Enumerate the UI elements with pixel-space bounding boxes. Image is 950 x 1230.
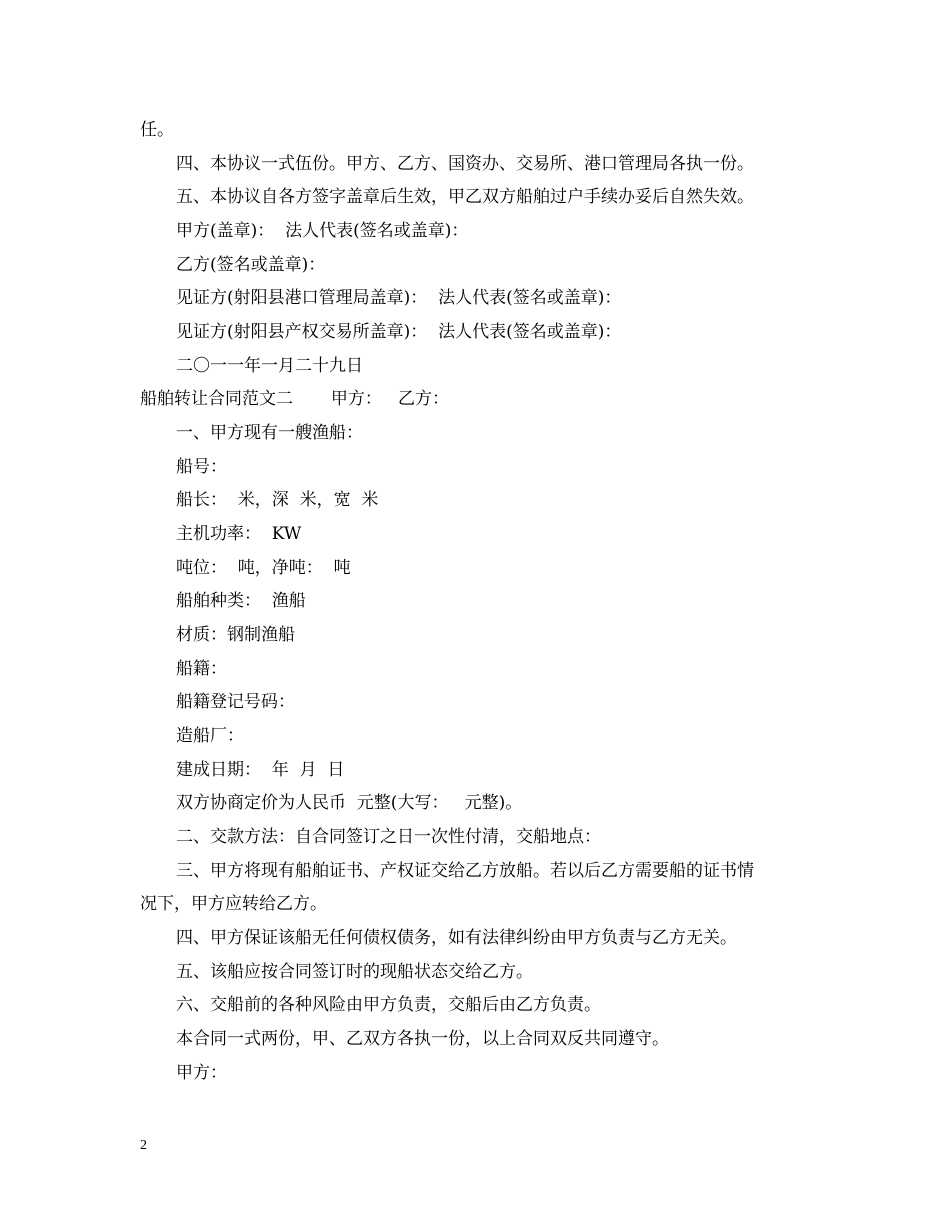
party-a-signature-line: 甲方(盖章)： 法人代表(签名或盖章)： — [176, 221, 469, 241]
text-line-continuation: 任。 — [140, 120, 174, 140]
party-a-label: 甲方： — [176, 1063, 227, 1083]
clause-three-continuation: 况下，甲方应转给乙方。 — [140, 894, 327, 914]
witness-exchange-line: 见证方(射阳县产权交易所盖章)： 法人代表(签名或盖章)： — [176, 322, 622, 342]
field-ship-type: 船舶种类： 渔船 — [176, 591, 306, 611]
signing-date: 二〇一一年一月二十九日 — [176, 356, 363, 376]
clause-five-effective: 五、本协议自各方签字盖章后生效，甲乙双方船舶过户手续办妥后自然失效。 — [176, 187, 754, 207]
party-b-signature-line: 乙方(签名或盖章)： — [176, 255, 326, 275]
field-ship-number: 船号： — [176, 457, 227, 477]
field-registry: 船籍： — [176, 659, 227, 679]
clause-three-certificates: 三、甲方将现有船舶证书、产权证交给乙方放船。若以后乙方需要船的证书情 — [176, 861, 754, 881]
clause-four-no-debt: 四、甲方保证该船无任何债权债务，如有法律纠纷由甲方负责与乙方无关。 — [176, 928, 737, 948]
clause-one-vessel: 一、甲方现有一艘渔船： — [176, 423, 363, 443]
field-engine-power: 主机功率： KW — [176, 524, 302, 544]
field-registry-number: 船籍登记号码： — [176, 692, 295, 712]
field-tonnage: 吨位： 吨，净吨： 吨 — [176, 558, 351, 578]
page-number: 2 — [140, 1138, 147, 1153]
field-shipyard: 造船厂： — [176, 726, 244, 746]
field-ship-dimensions: 船长： 米，深 米，宽 米 — [176, 490, 379, 510]
clause-six-risk: 六、交船前的各种风险由甲方负责，交船后由乙方负责。 — [176, 995, 601, 1015]
clause-four-copies: 四、本协议一式伍份。甲方、乙方、国资办、交易所、港口管理局各执一份。 — [176, 154, 754, 174]
section-title-sample-two: 船舶转让合同范文二 甲方： 乙方： — [140, 389, 450, 409]
witness-port-authority-line: 见证方(射阳县港口管理局盖章)： 法人代表(签名或盖章)： — [176, 288, 622, 308]
field-material: 材质：钢制渔船 — [176, 625, 295, 645]
clause-two-payment: 二、交款方法：自合同签订之日一次性付清，交船地点： — [176, 827, 601, 847]
field-build-date: 建成日期： 年 月 日 — [176, 760, 345, 780]
clause-five-condition: 五、该船应按合同签订时的现船状态交给乙方。 — [176, 962, 533, 982]
contract-copies-line: 本合同一式两份，甲、乙双方各执一份，以上合同双反共同遵守。 — [176, 1029, 669, 1049]
field-price: 双方协商定价为人民币 元整(大写： 元整)。 — [176, 793, 523, 813]
